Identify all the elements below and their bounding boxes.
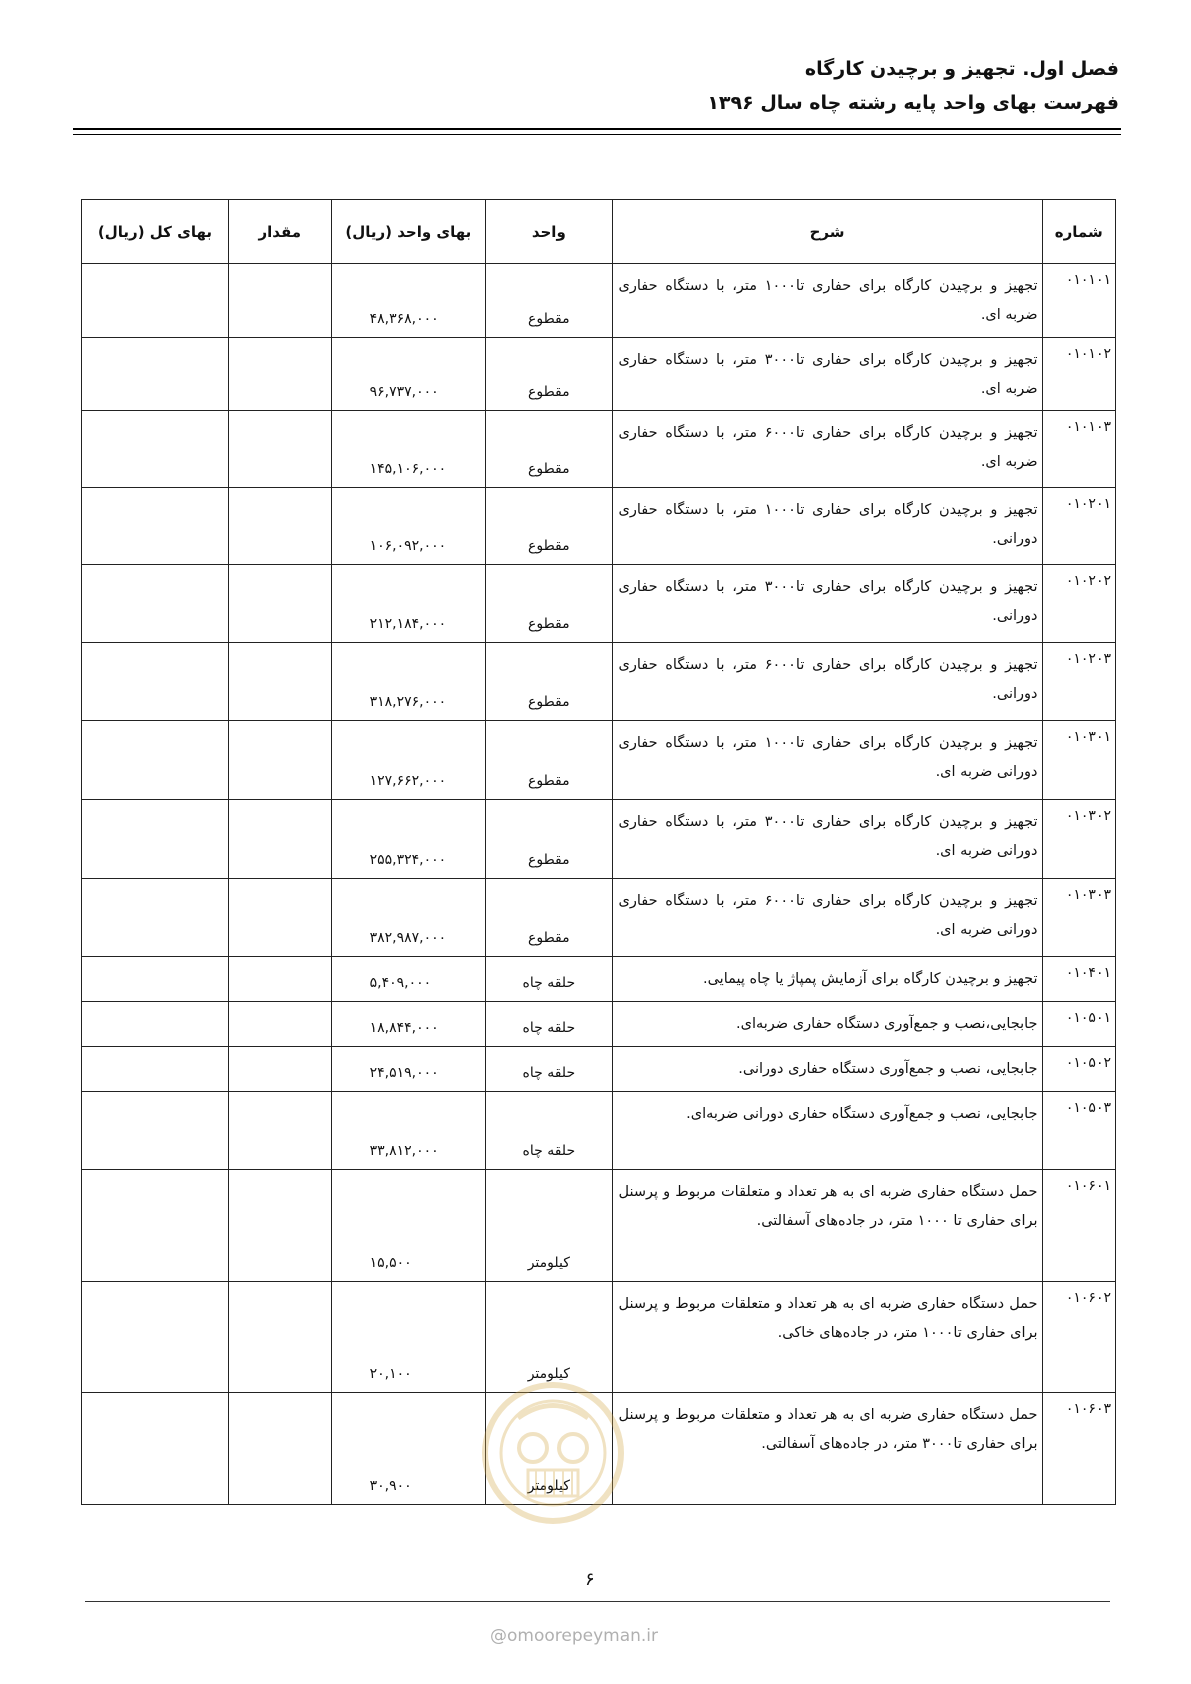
table-row — [82, 957, 1116, 1002]
item-description: تجهیز و برچیدن کارگاه برای حفاری تا۳۰۰۰ متر، با دستگاه حفاری دورانی ضربه ای. — [612, 800, 1042, 879]
item-number: ۰۱۰۶۰۱ — [1042, 1170, 1115, 1282]
table-row — [82, 721, 1116, 800]
item-unit: حلقه چاه — [486, 1047, 612, 1092]
item-quantity — [228, 643, 331, 721]
item-number: ۰۱۰۳۰۳ — [1042, 879, 1115, 957]
item-unit: کیلومتر — [486, 1393, 612, 1505]
item-quantity — [228, 338, 331, 411]
item-total-price — [82, 488, 229, 565]
website-text: omoorepeyman.ir — [507, 1626, 659, 1646]
item-number: ۰۱۰۵۰۲ — [1042, 1047, 1115, 1092]
item-quantity — [228, 1092, 331, 1170]
table-row — [82, 1002, 1116, 1047]
item-total-price — [82, 643, 229, 721]
column-header-total-price: بهای کل (ریال) — [82, 200, 229, 264]
item-number: ۰۱۰۵۰۱ — [1042, 1002, 1115, 1047]
item-unit-price: ۱۴۵,۱۰۶,۰۰۰ — [331, 411, 486, 488]
item-quantity — [228, 1170, 331, 1282]
item-total-price — [82, 957, 229, 1002]
item-total-price — [82, 1282, 229, 1393]
item-description: جابجایی، نصب و جمع‌آوری دستگاه حفاری دورانی. — [612, 1047, 1042, 1092]
item-unit-price: ۳۳,۸۱۲,۰۰۰ — [331, 1092, 486, 1170]
item-quantity — [228, 488, 331, 565]
website-watermark — [490, 1626, 658, 1646]
item-unit: حلقه چاه — [486, 1092, 612, 1170]
item-unit: مقطوع — [486, 643, 612, 721]
item-quantity — [228, 879, 331, 957]
table-row — [82, 1170, 1116, 1282]
column-header-unit-price: بهای واحد (ریال) — [331, 200, 486, 264]
item-unit: حلقه چاه — [486, 1002, 612, 1047]
table-header-row — [82, 200, 1116, 264]
item-unit: مقطوع — [486, 565, 612, 643]
item-unit-price: ۲۴,۵۱۹,۰۰۰ — [331, 1047, 486, 1092]
footer-rule — [85, 1601, 1110, 1602]
item-total-price — [82, 338, 229, 411]
table-row — [82, 488, 1116, 565]
item-total-price — [82, 1092, 229, 1170]
table-row — [82, 565, 1116, 643]
item-quantity — [228, 800, 331, 879]
item-quantity — [228, 957, 331, 1002]
item-description: جابجایی،نصب و جمع‌آوری دستگاه حفاری ضربه‌ای. — [612, 1002, 1042, 1047]
item-quantity — [228, 1393, 331, 1505]
item-description: تجهیز و برچیدن کارگاه برای حفاری تا۳۰۰۰ متر، با دستگاه حفاری دورانی. — [612, 565, 1042, 643]
item-unit-price: ۴۸,۳۶۸,۰۰۰ — [331, 264, 486, 338]
item-number: ۰۱۰۳۰۲ — [1042, 800, 1115, 879]
item-unit: مقطوع — [486, 879, 612, 957]
item-unit-price: ۲۵۵,۳۲۴,۰۰۰ — [331, 800, 486, 879]
item-unit-price: ۲۰,۱۰۰ — [331, 1282, 486, 1393]
item-unit-price: ۱۲۷,۶۶۲,۰۰۰ — [331, 721, 486, 800]
item-number: ۰۱۰۲۰۲ — [1042, 565, 1115, 643]
table-row — [82, 338, 1116, 411]
item-number: ۰۱۰۱۰۱ — [1042, 264, 1115, 338]
item-description: جابجایی، نصب و جمع‌آوری دستگاه حفاری دورانی ضربه‌ای. — [612, 1092, 1042, 1170]
item-description: تجهیز و برچیدن کارگاه برای حفاری تا۱۰۰۰ متر، با دستگاه حفاری دورانی ضربه ای. — [612, 721, 1042, 800]
item-unit-price: ۱۸,۸۴۴,۰۰۰ — [331, 1002, 486, 1047]
item-total-price — [82, 565, 229, 643]
item-description: حمل دستگاه حفاری ضربه ای به هر تعداد و متعلقات مربوط و پرسنل برای حفاری تا۳۰۰۰ متر، در جاده‌های آسفالتی. — [612, 1393, 1042, 1505]
item-unit-price: ۳۸۲,۹۸۷,۰۰۰ — [331, 879, 486, 957]
item-number: ۰۱۰۲۰۱ — [1042, 488, 1115, 565]
header-rule-thick — [73, 128, 1121, 130]
item-total-price — [82, 1002, 229, 1047]
item-description: تجهیز و برچیدن کارگاه برای حفاری تا۳۰۰۰ متر، با دستگاه حفاری ضربه ای. — [612, 338, 1042, 411]
item-description: تجهیز و برچیدن کارگاه برای حفاری تا۶۰۰۰ متر، با دستگاه حفاری ضربه ای. — [612, 411, 1042, 488]
item-unit: کیلومتر — [486, 1282, 612, 1393]
column-header-unit: واحد — [486, 200, 612, 264]
item-number: ۰۱۰۱۰۳ — [1042, 411, 1115, 488]
item-unit: مقطوع — [486, 721, 612, 800]
item-number: ۰۱۰۵۰۳ — [1042, 1092, 1115, 1170]
table-row — [82, 643, 1116, 721]
page-header — [707, 58, 1119, 114]
item-unit: مقطوع — [486, 411, 612, 488]
table-row — [82, 1282, 1116, 1393]
page-number: ۶ — [585, 1569, 595, 1590]
item-description: تجهیز و برچیدن کارگاه برای حفاری تا۱۰۰۰ متر، با دستگاه حفاری ضربه ای. — [612, 264, 1042, 338]
price-list-table — [81, 199, 1116, 1505]
item-quantity — [228, 565, 331, 643]
column-header-quantity: مقدار — [228, 200, 331, 264]
item-number: ۰۱۰۲۰۳ — [1042, 643, 1115, 721]
table-row — [82, 411, 1116, 488]
item-quantity — [228, 1282, 331, 1393]
item-number: ۰۱۰۴۰۱ — [1042, 957, 1115, 1002]
item-description: تجهیز و برچیدن کارگاه برای حفاری تا۶۰۰۰ متر، با دستگاه حفاری دورانی ضربه ای. — [612, 879, 1042, 957]
table-row — [82, 800, 1116, 879]
item-total-price — [82, 721, 229, 800]
document-title: فهرست بهای واحد پایه رشته چاه سال ۱۳۹۶ — [707, 92, 1119, 114]
column-header-number: شماره — [1042, 200, 1115, 264]
table-row — [82, 879, 1116, 957]
item-unit: مقطوع — [486, 488, 612, 565]
item-unit: حلقه چاه — [486, 957, 612, 1002]
item-quantity — [228, 1047, 331, 1092]
chapter-title: فصل اول. تجهیز و برچیدن کارگاه — [804, 58, 1119, 80]
item-total-price — [82, 411, 229, 488]
at-icon: @ — [490, 1626, 507, 1646]
item-description: تجهیز و برچیدن کارگاه برای حفاری تا۱۰۰۰ متر، با دستگاه حفاری دورانی. — [612, 488, 1042, 565]
item-description: حمل دستگاه حفاری ضربه ای به هر تعداد و متعلقات مربوط و پرسنل برای حفاری تا۱۰۰۰ متر، در جاده‌های خاکی. — [612, 1282, 1042, 1393]
item-unit-price: ۳۱۸,۲۷۶,۰۰۰ — [331, 643, 486, 721]
table-row — [82, 264, 1116, 338]
item-unit-price: ۲۱۲,۱۸۴,۰۰۰ — [331, 565, 486, 643]
item-number: ۰۱۰۶۰۲ — [1042, 1282, 1115, 1393]
item-description: حمل دستگاه حفاری ضربه ای به هر تعداد و متعلقات مربوط و پرسنل برای حفاری تا ۱۰۰۰ متر، در جاده‌های آسفالتی. — [612, 1170, 1042, 1282]
item-number: ۰۱۰۱۰۲ — [1042, 338, 1115, 411]
item-unit-price: ۹۶,۷۳۷,۰۰۰ — [331, 338, 486, 411]
item-total-price — [82, 800, 229, 879]
item-unit-price: ۱۵,۵۰۰ — [331, 1170, 486, 1282]
item-unit: مقطوع — [486, 264, 612, 338]
item-description: تجهیز و برچیدن کارگاه برای آزمایش پمپاژ یا چاه پیمایی. — [612, 957, 1042, 1002]
table-row — [82, 1047, 1116, 1092]
item-total-price — [82, 264, 229, 338]
item-quantity — [228, 411, 331, 488]
item-description: تجهیز و برچیدن کارگاه برای حفاری تا۶۰۰۰ متر، با دستگاه حفاری دورانی. — [612, 643, 1042, 721]
item-unit: کیلومتر — [486, 1170, 612, 1282]
column-header-description: شرح — [612, 200, 1042, 264]
item-unit-price: ۵,۴۰۹,۰۰۰ — [331, 957, 486, 1002]
item-unit-price: ۳۰,۹۰۰ — [331, 1393, 486, 1505]
item-quantity — [228, 721, 331, 800]
item-unit: مقطوع — [486, 800, 612, 879]
item-total-price — [82, 1047, 229, 1092]
item-total-price — [82, 1393, 229, 1505]
item-number: ۰۱۰۶۰۳ — [1042, 1393, 1115, 1505]
seal-watermark-icon — [478, 1378, 628, 1528]
item-number: ۰۱۰۳۰۱ — [1042, 721, 1115, 800]
item-quantity — [228, 264, 331, 338]
item-unit: مقطوع — [486, 338, 612, 411]
header-rule-thin — [73, 134, 1121, 135]
item-total-price — [82, 1170, 229, 1282]
item-unit-price: ۱۰۶,۰۹۲,۰۰۰ — [331, 488, 486, 565]
item-total-price — [82, 879, 229, 957]
table-row — [82, 1092, 1116, 1170]
item-quantity — [228, 1002, 331, 1047]
